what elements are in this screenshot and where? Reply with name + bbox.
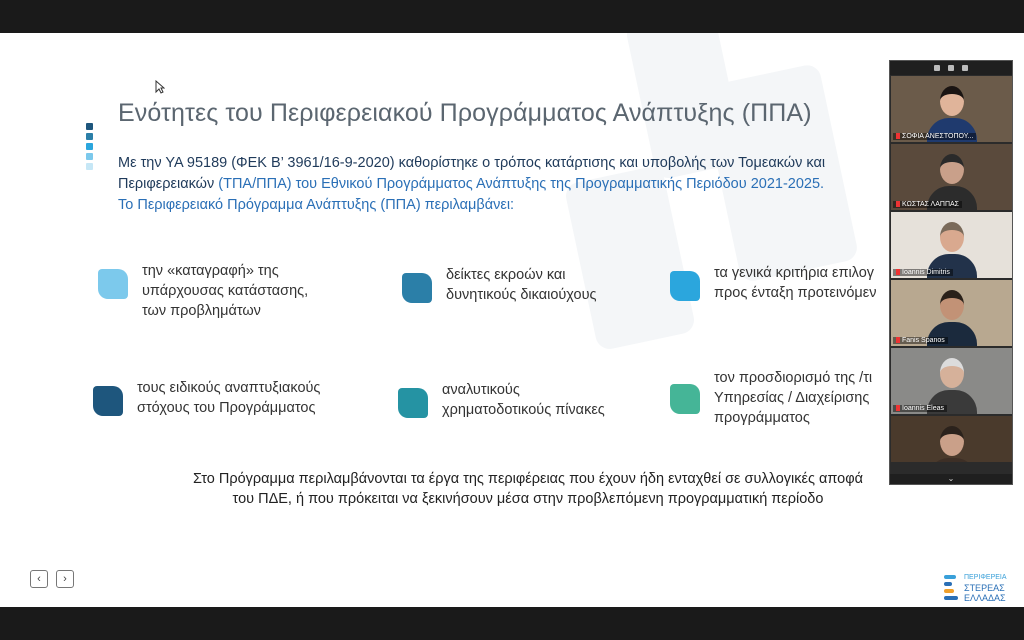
window-top-bar xyxy=(0,0,1024,33)
list-item xyxy=(402,265,597,305)
intro-line-3: Το Περιφερειακό Πρόγραμμα Ανάπτυξης (ΠΠΑ) περιλαμβάνει: xyxy=(118,197,515,213)
bullet-square-icon xyxy=(670,384,700,414)
list-item-line: τα γενικά κριτήρια επιλογ xyxy=(714,265,875,281)
intro-text xyxy=(118,153,898,216)
list-item-text xyxy=(446,265,597,305)
participant-name: Ioannis Eleas xyxy=(893,405,947,412)
bullet-square-icon xyxy=(402,273,432,303)
participant-name: ΚΩΣΤΑΣ ΛΑΠΠΑΣ xyxy=(893,201,962,208)
intro-line-2 xyxy=(118,174,898,195)
list-item-text xyxy=(442,380,605,420)
list-item-line: χρηματοδοτικούς πίνακες xyxy=(442,402,605,418)
list-item-line: τον προσδιορισμό της /τι xyxy=(714,370,873,386)
list-item-text xyxy=(137,378,320,418)
person-head xyxy=(940,154,964,184)
list-item-line: των προβλημάτων xyxy=(142,303,261,319)
person-head xyxy=(940,426,964,456)
grid-view-icon[interactable] xyxy=(962,65,968,71)
participant-name: ΣΟΦΙΑ ΑΝΕΣΤΟΠΟΥ... xyxy=(893,133,976,140)
list-item-text xyxy=(714,368,872,428)
view-option-icon[interactable] xyxy=(934,65,940,71)
logo-line-2: ΣΤΕΡΕΑΣ xyxy=(964,583,1005,593)
summary-text xyxy=(138,469,918,509)
logo-mark-icon xyxy=(944,573,960,603)
logo-line-1: ΠΕΡΙΦΕΡΕΙΑ xyxy=(964,574,1007,581)
bullet-square-icon xyxy=(670,271,700,301)
region-logo xyxy=(944,573,1007,603)
participants-video-panel[interactable] xyxy=(889,60,1013,485)
list-item xyxy=(93,378,320,418)
list-item-text xyxy=(142,261,308,321)
window-bottom-bar xyxy=(0,607,1024,640)
participant-video-tile[interactable] xyxy=(891,348,1012,414)
list-item-line: στόχους του Προγράμματος xyxy=(137,400,316,416)
previous-slide-button[interactable]: ‹ xyxy=(30,570,48,588)
logo-line-3: ΕΛΛΑΔΑΣ xyxy=(964,593,1006,603)
participant-video-tile[interactable] xyxy=(891,76,1012,142)
participant-name: Fanis Spanos xyxy=(893,337,948,344)
logo-text xyxy=(964,573,1007,603)
next-slide-button[interactable]: › xyxy=(56,570,74,588)
intro-line-2-highlight: (ΤΠΑ/ΠΠΑ) του Εθνικού Προγράμματος Ανάπτυξης της Προγραμματικής Περιόδου 2021-2025. xyxy=(218,176,825,192)
panel-scroll-down-icon[interactable]: ⌄ xyxy=(890,474,1012,484)
list-item-line: δυνητικούς δικαιούχους xyxy=(446,287,597,303)
slide-title: Ενότητες του Περιφερειακού Προγράμματος Ανάπτυξης (ΠΠΑ) xyxy=(118,99,812,127)
person-head xyxy=(940,358,964,388)
person-head xyxy=(940,222,964,252)
summary-line-2: του ΠΔΕ, ή που πρόκειται να ξεκινήσουν μέσα στην προβλεπόμενη προγραμματική περίοδο xyxy=(232,491,824,507)
intro-line-1: Με την ΥΑ 95189 (ΦΕΚ Β’ 3961/16-9-2020) καθορίστηκε ο τρόπος κατάρτισης και υποβολής των Τομεακών και xyxy=(118,155,826,171)
participant-video-tile[interactable] xyxy=(891,280,1012,346)
summary-line-1: Στο Πρόγραμμα περιλαμβάνονται τα έργα της περιφέρειας που έχουν ήδη ενταχθεί σε συλλογικές αποφά xyxy=(193,471,863,487)
person-head xyxy=(940,86,964,116)
participant-video-tile[interactable] xyxy=(891,144,1012,210)
participant-video-tile[interactable] xyxy=(891,212,1012,278)
list-item-line: υπάρχουσας κατάστασης, xyxy=(142,283,309,299)
bullet-square-icon xyxy=(93,386,123,416)
list-item xyxy=(98,261,308,321)
list-item xyxy=(398,380,605,420)
bullet-square-icon xyxy=(398,388,428,418)
mouse-cursor-icon xyxy=(155,80,165,94)
list-item-line: δείκτες εκροών και xyxy=(446,267,566,283)
person-head xyxy=(940,290,964,320)
list-item-text xyxy=(714,263,876,303)
list-item-line: προγράμματος xyxy=(714,410,810,426)
participant-name: Ioannis Dimitris xyxy=(893,269,953,276)
bullet-square-icon xyxy=(98,269,128,299)
presentation-slide xyxy=(0,33,1024,607)
list-item xyxy=(670,368,872,428)
intro-line-2-start: Περιφερειακών xyxy=(118,176,219,192)
list-item-line: προς ένταξη προτεινόμεν xyxy=(714,285,877,301)
list-item-line: Υπηρεσίας / Διαχείρισης xyxy=(714,390,870,406)
panel-view-controls[interactable] xyxy=(890,61,1012,75)
view-option-icon[interactable] xyxy=(948,65,954,71)
list-item-line: την «καταγραφή» της xyxy=(142,263,279,279)
list-item-line: τους ειδικούς αναπτυξιακούς xyxy=(137,380,321,396)
participant-video-tile[interactable] xyxy=(891,416,1012,462)
list-item-line: αναλυτικούς xyxy=(442,382,520,398)
title-marker-icon xyxy=(86,123,96,173)
list-item xyxy=(670,263,876,303)
